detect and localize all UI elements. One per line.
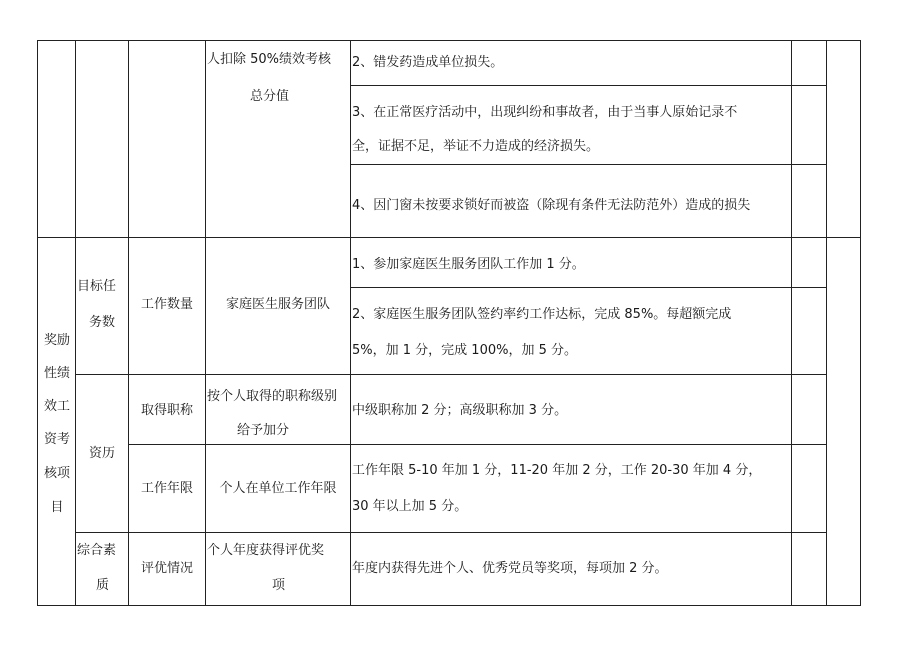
grid-line: [75, 40, 76, 606]
grid-line: [350, 40, 351, 606]
subcategory-awards: 评优情况: [140, 561, 193, 576]
grid-line: [128, 40, 129, 606]
item-family-doctor-2-line1: 2、家庭医生服务团队签约率约工作达标，完成 85%。每超额完成: [352, 307, 732, 322]
criterion-deduction-line1: 人扣除 50%绩效考核: [207, 52, 332, 67]
grid-line: [860, 40, 861, 606]
criterion-work-years: 个人在单位工作年限: [219, 481, 337, 496]
grid-line: [791, 40, 792, 606]
grid-line: [350, 164, 826, 165]
item-dispensing-error: 2、错发药造成单位损失。: [352, 55, 504, 70]
grid-line: [350, 85, 826, 86]
subcategory-work-years: 工作年限: [140, 481, 193, 496]
subcategory-workload: 工作数量: [140, 297, 193, 312]
section-title-line: 资考: [43, 432, 70, 447]
category-qualification: 资历: [88, 446, 115, 461]
grid-line: [75, 532, 826, 533]
subcategory-professional-title: 取得职称: [140, 403, 193, 418]
section-title-line: 性绩: [43, 366, 70, 381]
section-title-line: 目: [50, 500, 64, 515]
grid-line: [205, 40, 206, 606]
item-theft-loss: 4、因门窗未按要求锁好而被盗（除现有条件无法防范外）造成的损失: [352, 198, 751, 213]
item-professional-title: 中级职称加 2 分；高级职称加 3 分。: [352, 403, 568, 418]
criterion-title-line1: 按个人取得的职称级别: [207, 389, 338, 404]
item-work-years-line2: 30 年以上加 5 分。: [352, 499, 468, 514]
criterion-family-doctor-team: 家庭医生服务团队: [225, 297, 330, 312]
grid-line: [37, 605, 861, 606]
grid-line: [37, 40, 38, 606]
criterion-awards-line1: 个人年度获得评优奖: [207, 543, 325, 558]
grid-line: [128, 444, 826, 445]
item-medical-dispute-line2: 全，证据不足，举证不力造成的经济损失。: [352, 139, 600, 154]
item-awards: 年度内获得先进个人、优秀党员等奖项，每项加 2 分。: [352, 561, 668, 576]
section-title-line: 效工: [43, 399, 70, 414]
section-title-line: 奖励: [43, 333, 70, 348]
item-family-doctor-2-line2: 5%，加 1 分，完成 100%，加 5 分。: [352, 343, 577, 358]
grid-line: [37, 237, 861, 238]
grid-line: [826, 40, 827, 606]
grid-line: [75, 374, 826, 375]
category-quality-line1: 综合素: [77, 543, 117, 558]
category-target-line1: 目标任: [77, 279, 117, 294]
criterion-title-line2: 给予加分: [237, 423, 290, 438]
criterion-awards-line2: 项: [272, 578, 286, 593]
grid-line: [350, 287, 826, 288]
section-title-line: 核项: [43, 466, 70, 481]
item-family-doctor-1: 1、参加家庭医生服务团队工作加 1 分。: [352, 257, 585, 272]
grid-line: [37, 40, 861, 41]
item-medical-dispute-line1: 3、在正常医疗活动中，出现纠纷和事故者，由于当事人原始记录不: [352, 105, 738, 120]
criterion-deduction-line2: 总分值: [250, 89, 290, 104]
category-quality-line2: 质: [96, 578, 110, 593]
item-work-years-line1: 工作年限 5-10 年加 1 分，11-20 年加 2 分，工作 20-30 年加 4 分，: [352, 463, 762, 478]
category-target-line2: 务数: [89, 315, 116, 330]
